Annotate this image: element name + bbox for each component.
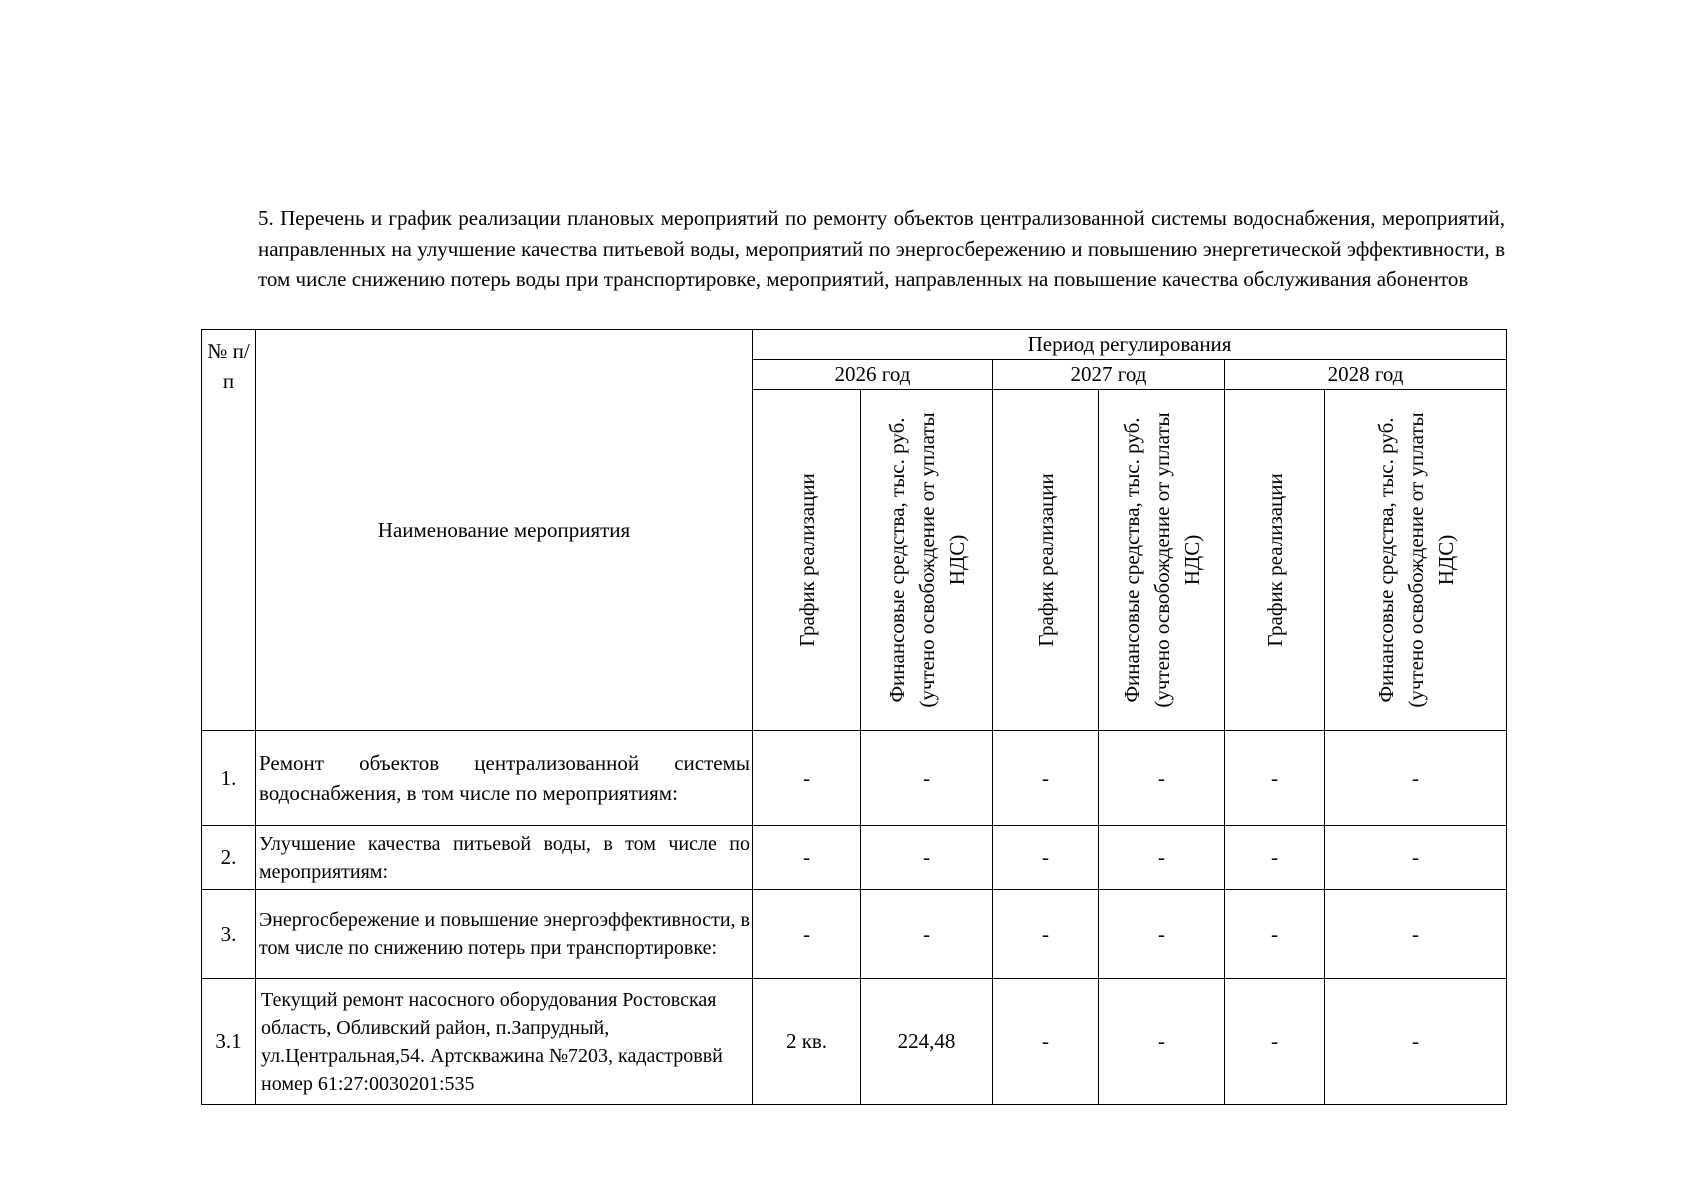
row-number: 3.1 [202,979,256,1105]
header-number: № п/п [202,330,256,731]
row-number: 3. [202,890,256,979]
header-row-period [202,330,1507,360]
header-schedule-2027 [993,390,1099,731]
header-name: Наименование мероприятия [256,330,753,731]
cell-value: - [1225,826,1325,890]
row-number: 1. [202,731,256,826]
header-year-2026: 2026 год [753,360,993,390]
cell-value: - [861,731,993,826]
header-year-2028: 2028 год [1225,360,1507,390]
cell-value: - [993,731,1099,826]
table-row [202,979,1507,1105]
header-finance-2028 [1325,390,1507,731]
header-finance-label: Финансовые средства, тыс. руб. (учтено освобождение от уплаты НДС) [1119,412,1204,708]
header-schedule-label: График реализации [1033,473,1058,647]
cell-value: - [753,731,861,826]
header-schedule-2026 [753,390,861,731]
row-name: Улучшение качества питьевой воды, в том числе по мероприятиям: [256,826,753,890]
header-schedule-2028 [1225,390,1325,731]
table-row [202,826,1507,890]
header-schedule-label: График реализации [1262,473,1287,647]
header-finance-2027 [1099,390,1225,731]
cell-value: - [1099,731,1225,826]
header-finance-2026 [861,390,993,731]
row-name: Текущий ремонт насосного оборудования Ростовская область, Обливский район, п.Запрудный, ул.Центральная,54. Артскважина №7203, кадастроввй номер 61:27:0030201:535 [256,979,753,1105]
row-number: 2. [202,826,256,890]
row-name: Ремонт объектов централизованной системы водоснабжения, в том числе по мероприятиям: [256,731,753,826]
header-period: Период регулирования [753,330,1507,360]
cell-value: - [1225,890,1325,979]
cell-value: - [1099,890,1225,979]
plan-table [201,329,1507,1105]
cell-value: - [993,890,1099,979]
cell-value: - [1099,979,1225,1105]
header-finance-label: Финансовые средства, тыс. руб. (учтено освобождение от уплаты НДС) [884,412,969,708]
cell-value: 224,48 [861,979,993,1105]
header-finance-label: Финансовые средства, тыс. руб. (учтено освобождение от уплаты НДС) [1373,412,1458,708]
header-schedule-label: График реализации [794,473,819,647]
cell-value: - [861,890,993,979]
cell-value: - [1225,979,1325,1105]
cell-value: - [753,826,861,890]
table-row [202,890,1507,979]
cell-value: - [993,826,1099,890]
cell-value: - [1225,731,1325,826]
cell-value: - [1325,979,1507,1105]
row-name: Энергосбережение и повышение энергоэффективности, в том числе по снижению потерь при транспортировке: [256,890,753,979]
cell-value: - [753,890,861,979]
cell-value: - [1099,826,1225,890]
cell-value: - [1325,731,1507,826]
cell-value: - [993,979,1099,1105]
section-heading: 5. Перечень и график реализации плановых мероприятий по ремонту объектов централизованной системы водоснабжения, мероприятий, направленных на улучшение качества питьевой воды, мероприятий по энергосбережению и повышению энергетической эффективности, в том числе снижению потерь воды при транспортировке, мероприятий, направленных на повышение качества обслуживания абонентов [258,206,1505,291]
header-year-2027: 2027 год [993,360,1225,390]
cell-value: - [1325,826,1507,890]
cell-value: - [1325,890,1507,979]
cell-value: 2 кв. [753,979,861,1105]
table-row [202,731,1507,826]
cell-value: - [861,826,993,890]
